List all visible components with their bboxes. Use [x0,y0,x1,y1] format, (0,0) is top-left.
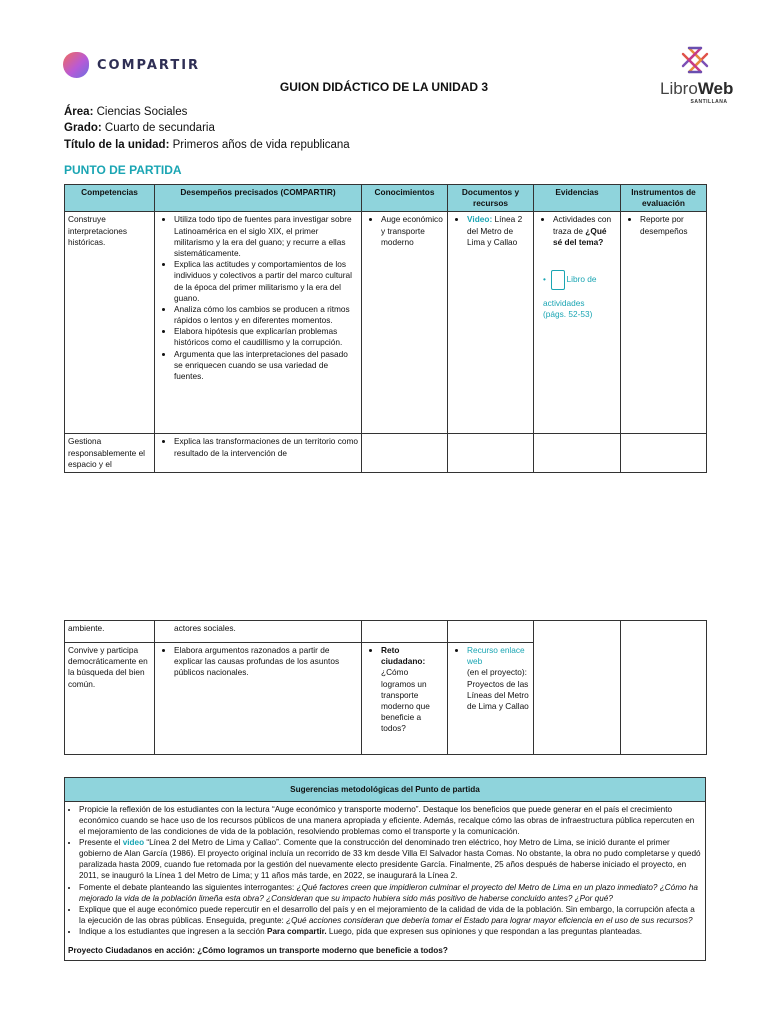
librowed-logo [660,42,734,105]
header-conocimientos: Conocimientos [362,185,448,212]
desempeno-item: • Analiza cómo los cambios se producen a ritmos rápidos o lentos y en diferentes momentos. [174,304,358,326]
sugerencias-table [64,777,706,961]
list-item: • Explique que el auge económico puede repercutir en el desarrollo del país y en el mejoramiento de la calidad de vida de la población. Sin embargo, la corrupción afecta a la ejecución de las obras públicas. Enseguida, pregunte: ¿Qué acciones consideran que debería tomar el Estado para lograr mayor eficiencia en el uso de sus recursos? [79,904,702,926]
recurso-enlace-web-link[interactable]: Recurso enlace web [467,645,525,667]
competencia-cell: Convive y participa democráticamente en la búsqueda del bien común. [65,643,155,755]
libro-actividades-link[interactable]: • Libro de actividades (págs. 52-53) [537,270,617,320]
librowed-knot-icon [677,42,713,78]
header-competencias: Competencias [65,185,155,212]
meta-grado: Grado: Cuarto de secundaria [64,122,215,134]
meta-titulo: Título de la unidad: Primeros años de vida republicana [64,139,350,151]
table-row [65,434,707,473]
header-evidencias: Evidencias [534,185,621,212]
video-link[interactable]: Video: [467,214,493,225]
competencia-cell: Gestiona responsablemente el espacio y el [65,434,155,473]
santillana-text: SANTILLANA [690,99,728,105]
sugerencias-title: Sugerencias metodológicas del Punto de partida [65,778,706,802]
video-link[interactable]: video [122,838,145,848]
compartir-logo [63,51,200,79]
competencias-table [64,184,707,473]
list-item: • Propicie la reflexión de los estudiantes con la lectura “Auge económico y transporte moderno”. Destaque los beneficios que puede generar en el país el crecimiento económico cuando se hace uso de los recursos públicos de una manera apropiada y eficiente. Además, recalque cómo las obras de infraestructura pública repercuten en el mejoramiento de las condiciones de vida de la población, resolviendo problemas como el transporte y la comunicación. [79,804,702,837]
instrumentos-cell: • Reporte por desempeños [621,212,707,434]
desempeno-item: • Explica las actitudes y comportamientos de los individuos y colectivos a partir del marco cultural de la época del primer militarismo y la era del guano. [174,259,358,304]
competencia-cell: Construye interpretaciones históricas. [65,212,155,434]
desempenos-cell [155,212,362,434]
header-desempenos: Desempeños precisados (COMPARTIR) [155,185,362,212]
conocimiento-cell: • Reto ciudadano: ¿Cómo logramos un transporte moderno que beneficie a todos? [362,643,448,755]
table-header-row [65,185,707,212]
section-title: PUNTO DE PARTIDA [64,163,182,177]
compartir-brand-text: COMPARTIR [97,57,201,73]
desempenos-cell: actores sociales. [155,621,362,643]
header-documentos: Documentos y recursos [448,185,534,212]
conocimiento-cell: • Auge económico y transporte moderno [362,212,448,434]
desempeno-item: • Elabora hipótesis que explicarían problemas históricos como el caudillismo y la corrupción. [174,326,358,348]
list-item: • Presente el video “Línea 2 del Metro de Lima y Callao”. Comente que la construcción del denominado tren eléctrico, hoy Metro de Lima, se inició durante el primer gobierno de Alan García (1986). El proyecto original incluía un recorrido de 33 km desde Villa El Salvador hasta Comas. No obstante, la obra no pudo completarse y quedó paralizada hasta 2009, cuando fue retomada por la gestión del nuevamente electo presidente García. Finalmente, 25 años después de haberse iniciado el proyecto, en 2011, se inauguró la Línea 1 del Metro de Lima; y 11 años más tarde, en 2022, se inaugurará la Línea 2. [79,837,702,881]
competencias-table-continued [64,620,707,755]
documentos-cell: • Video: Línea 2 del Metro de Lima y Callao [448,212,534,434]
desempenos-cell: • Explica las transformaciones de un territorio como resultado de la intervención de [155,434,362,473]
desempeno-item: • Argumenta que las interpretaciones del pasado se enriquecen cuando se usa variedad de fuentes. [174,349,358,383]
list-item: • Fomente el debate planteando las siguientes interrogantes: ¿Qué factores creen que impidieron culminar el proyecto del Metro de Lima en un plazo inmediato? ¿Cómo ha mejorado la vida de la población limeña esta obra? ¿Consideran que su impacto hubiera sido más positivo de haberse concluido antes? ¿Por qué? [79,882,702,904]
page-title: GUION DIDÁCTICO DE LA UNIDAD 3 [279,80,489,94]
table-row [65,621,707,643]
evidencias-cell: • Actividades con traza de ¿Qué sé del tema? • Libro de actividades (págs. 52-53) [534,212,621,434]
meta-area: Área: Ciencias Sociales [64,106,188,118]
proyecto-footer: Proyecto Ciudadanos en acción: ¿Cómo logramos un transporte moderno que beneficie a todos? [68,945,448,955]
librowed-wordmark: LibroWeb [660,79,734,98]
desempenos-cell: • Elabora argumentos razonados a partir de explicar las causas profundas de los asuntos públicos nacionales. [155,643,362,755]
book-icon [551,270,565,290]
desempeno-item: • Utiliza todo tipo de fuentes para investigar sobre Latinoamérica en el siglo XIX, el primer militarismo y la era del guano; y recurre a ellas sistemáticamente. [174,214,358,259]
sugerencias-body [65,802,706,961]
compartir-logo-icon [63,52,89,78]
header-instrumentos: Instrumentos de evaluación [621,185,707,212]
documentos-cell: • Recurso enlace web (en el proyecto): Proyectos de las Líneas del Metro de Lima y Callao [448,643,534,755]
table-row [65,212,707,434]
competencia-cell: ambiente. [65,621,155,643]
list-item: • Indique a los estudiantes que ingresen a la sección Para compartir. Luego, pida que expresen sus opiniones y que respondan a las preguntas planteadas. [79,926,702,937]
